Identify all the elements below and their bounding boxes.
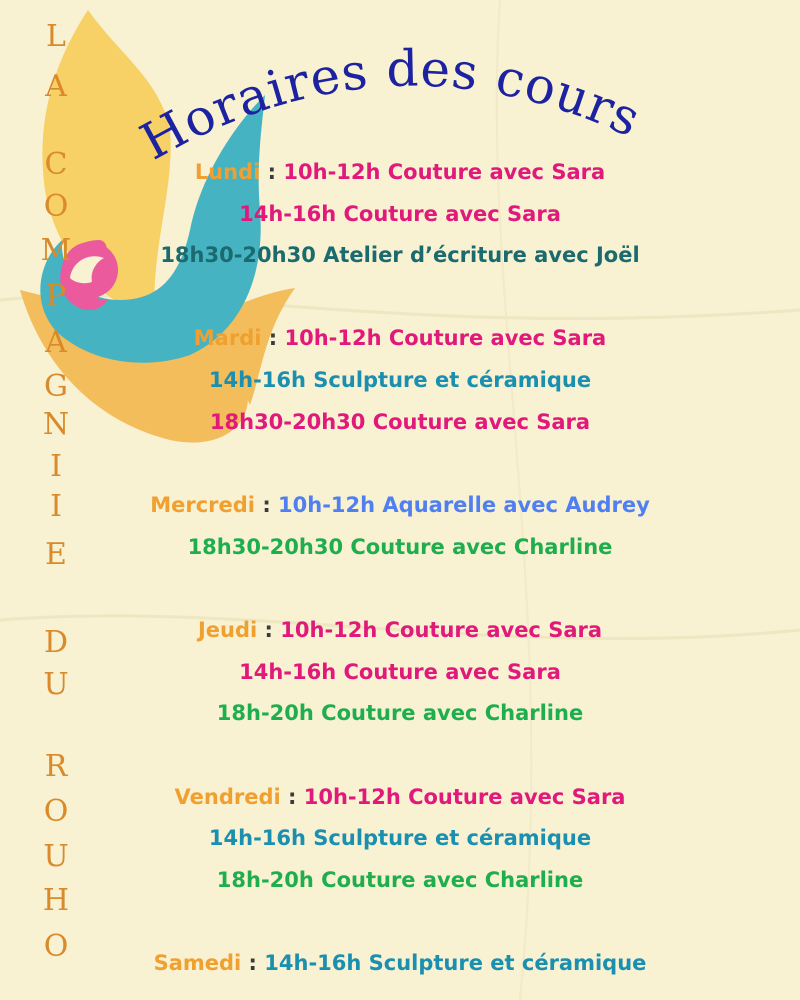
class-text: 10h-12h Aquarelle avec Audrey: [278, 493, 650, 517]
brand-letter: E: [45, 537, 67, 572]
schedule-line: [0, 157, 800, 187]
schedule-line: [0, 532, 800, 562]
class-text: 10h-12h Couture avec Sara: [303, 785, 626, 809]
schedule-line: [0, 865, 800, 895]
brand-letter: O: [43, 929, 69, 964]
day-separator: :: [257, 618, 281, 642]
brand-letter: O: [43, 794, 69, 829]
svg-text:Horaires des cours: [131, 40, 650, 172]
day-label: Mardi: [193, 326, 262, 350]
brand-letter: D: [43, 625, 69, 660]
class-text: 18h30-20h30 Atelier d’écriture avec Joël: [160, 243, 640, 267]
brand-letter: M: [40, 233, 72, 268]
day-label: Samedi: [153, 951, 242, 975]
class-text: 10h-12h Couture avec Sara: [283, 160, 606, 184]
schedule-line: [0, 365, 800, 395]
brand-letter: A: [45, 69, 67, 104]
brand-letter: I: [50, 449, 62, 484]
schedule-line: [0, 489, 800, 524]
schedule-line: [0, 199, 800, 229]
schedule-line: [0, 407, 800, 437]
class-text: 18h-20h Couture avec Charline: [216, 868, 584, 892]
class-text: 18h30-20h30 Couture avec Charline: [187, 535, 613, 559]
day-label: Jeudi: [197, 618, 258, 642]
class-text: 14h-16h Sculpture et céramique: [264, 951, 647, 975]
brand-letter: N: [42, 407, 70, 442]
brand-letter: G: [44, 369, 68, 404]
day-separator: :: [255, 493, 279, 517]
class-text: 10h-12h Couture avec Sara: [284, 326, 607, 350]
day-label: Vendredi: [174, 785, 281, 809]
brand-letter: U: [43, 839, 69, 874]
brand-letter: R: [44, 749, 68, 784]
schedule-line: [0, 698, 800, 728]
brand-letter: I: [50, 489, 62, 524]
day-label: Lundi: [194, 160, 261, 184]
brand-letter: L: [46, 19, 66, 54]
class-text: 18h30-20h30 Couture avec Sara: [209, 410, 591, 434]
class-text: 18h-20h Couture avec Charline: [216, 701, 584, 725]
day-separator: :: [261, 326, 285, 350]
brand-letter: C: [44, 147, 68, 182]
day-separator: :: [241, 951, 265, 975]
brand-letter: H: [42, 883, 70, 918]
schedule-line: [0, 948, 800, 978]
schedule-line: [0, 823, 800, 853]
brand-letter: A: [45, 325, 67, 360]
schedule-line: [0, 323, 800, 353]
schedule-line: [0, 615, 800, 645]
title-text: Horaires des cours: [131, 39, 650, 172]
day-separator: :: [260, 160, 284, 184]
brand-letter: P: [45, 279, 67, 314]
class-text: 10h-12h Couture avec Sara: [280, 618, 603, 642]
class-text: 14h-16h Sculpture et céramique: [208, 826, 592, 850]
class-text: 14h-16h Couture avec Sara: [239, 660, 561, 684]
brand-letter: U: [43, 667, 69, 702]
schedule-line: [0, 240, 800, 270]
class-text: 14h-16h Sculpture et céramique: [208, 368, 592, 392]
schedule-line: [0, 782, 800, 812]
brand-letter: O: [43, 189, 69, 224]
class-text: 14h-16h Couture avec Sara: [239, 202, 561, 226]
day-label: Mercredi: [150, 493, 256, 517]
schedule-line: [0, 657, 800, 687]
day-separator: :: [280, 785, 304, 809]
